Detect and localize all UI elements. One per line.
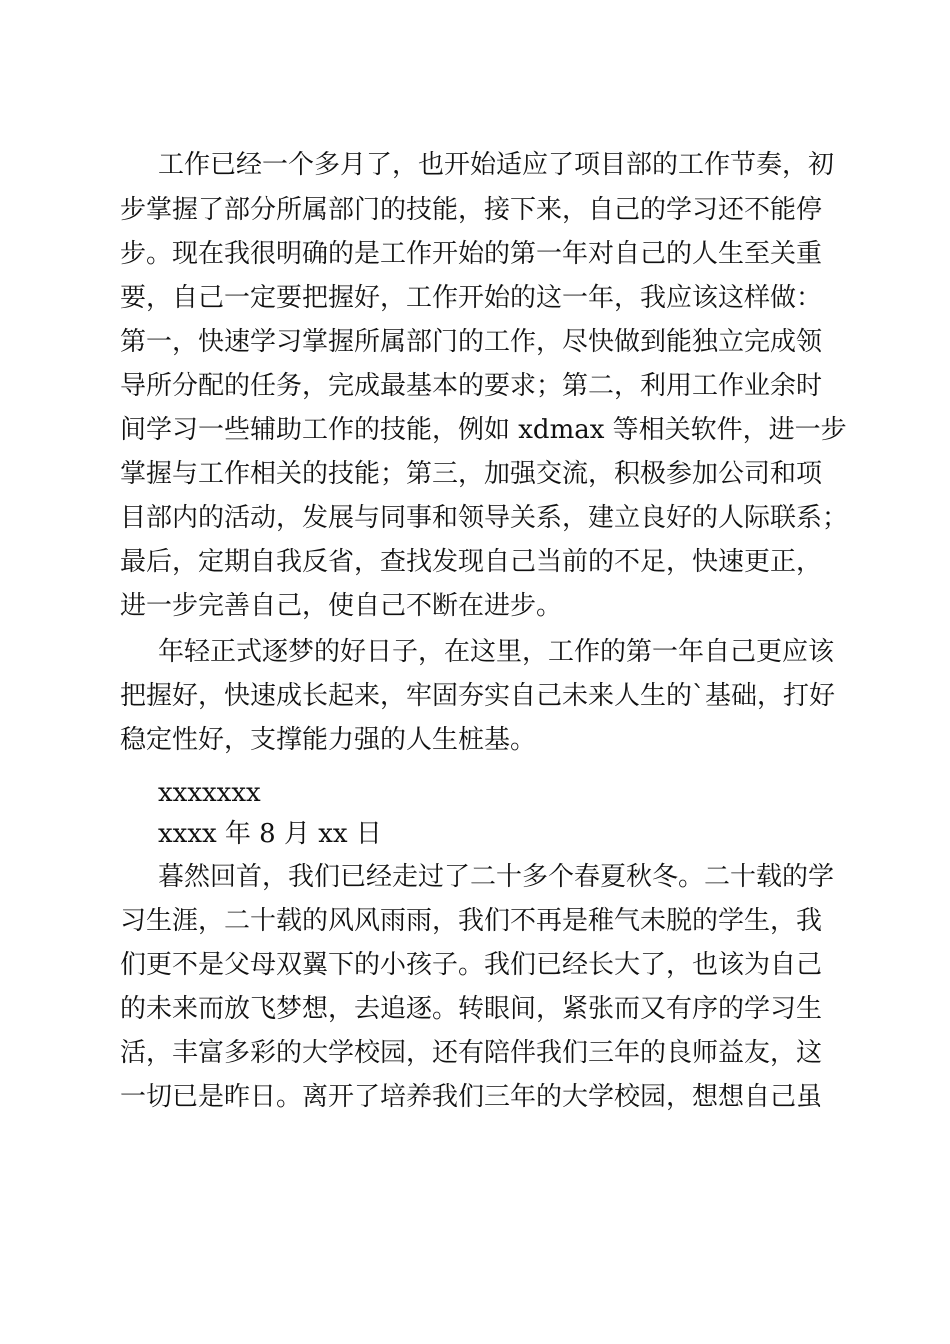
text-line: 步掌握了部分所属部门的技能，接下来，自己的学习还不能停 <box>120 195 823 225</box>
text-line: 目部内的活动，发展与同事和领导关系，建立良好的人际联系； <box>120 503 849 533</box>
text-line: 习生涯，二十载的风风雨雨，我们不再是稚气未脱的学生，我 <box>120 906 823 936</box>
text-line: 掌握与工作相关的技能；第三，加强交流，积极参加公司和项 <box>120 459 823 489</box>
text-line: 暮然回首，我们已经走过了二十多个春夏秋冬。二十载的学 <box>158 862 835 892</box>
text-line: 活，丰富多彩的大学校园，还有陪伴我们三年的良师益友，这 <box>120 1038 823 1068</box>
text-line: 最后，定期自我反省，查找发现自己当前的不足，快速更正， <box>120 547 823 577</box>
text-line: 第一，快速学习掌握所属部门的工作，尽快做到能独立完成领 <box>120 327 823 357</box>
signature-date: xxxx 年 8 月 xx 日 <box>158 819 382 849</box>
text-line: 步。现在我很明确的是工作开始的第一年对自己的人生至关重 <box>120 239 823 269</box>
text-line: 要，自己一定要把握好，工作开始的这一年，我应该这样做： <box>120 283 823 313</box>
text-line: 们更不是父母双翼下的小孩子。我们已经长大了，也该为自己 <box>120 950 823 980</box>
text-line: 工作已经一个多月了，也开始适应了项目部的工作节奏，初 <box>158 150 835 180</box>
text-line: 导所分配的任务，完成最基本的要求；第二，利用工作业余时 <box>120 371 823 401</box>
text-line: 把握好，快速成长起来，牢固夯实自己未来人生的`基础，打好 <box>120 681 836 711</box>
text-line: 稳定性好，支撑能力强的人生桩基。 <box>120 725 537 755</box>
text-line: 年轻正式逐梦的好日子，在这里，工作的第一年自己更应该 <box>158 637 835 667</box>
text-line: 的未来而放飞梦想，去追逐。转眼间，紧张而又有序的学习生 <box>120 994 823 1024</box>
text-line: 进一步完善自己，使自己不断在进步。 <box>120 591 563 621</box>
text-line: 间学习一些辅助工作的技能，例如 xdmax 等相关软件，进一步 <box>120 415 847 445</box>
text-line: 一切已是昨日。离开了培养我们三年的大学校园，想想自己虽 <box>120 1082 823 1112</box>
signature-name: xxxxxxx <box>158 778 261 808</box>
